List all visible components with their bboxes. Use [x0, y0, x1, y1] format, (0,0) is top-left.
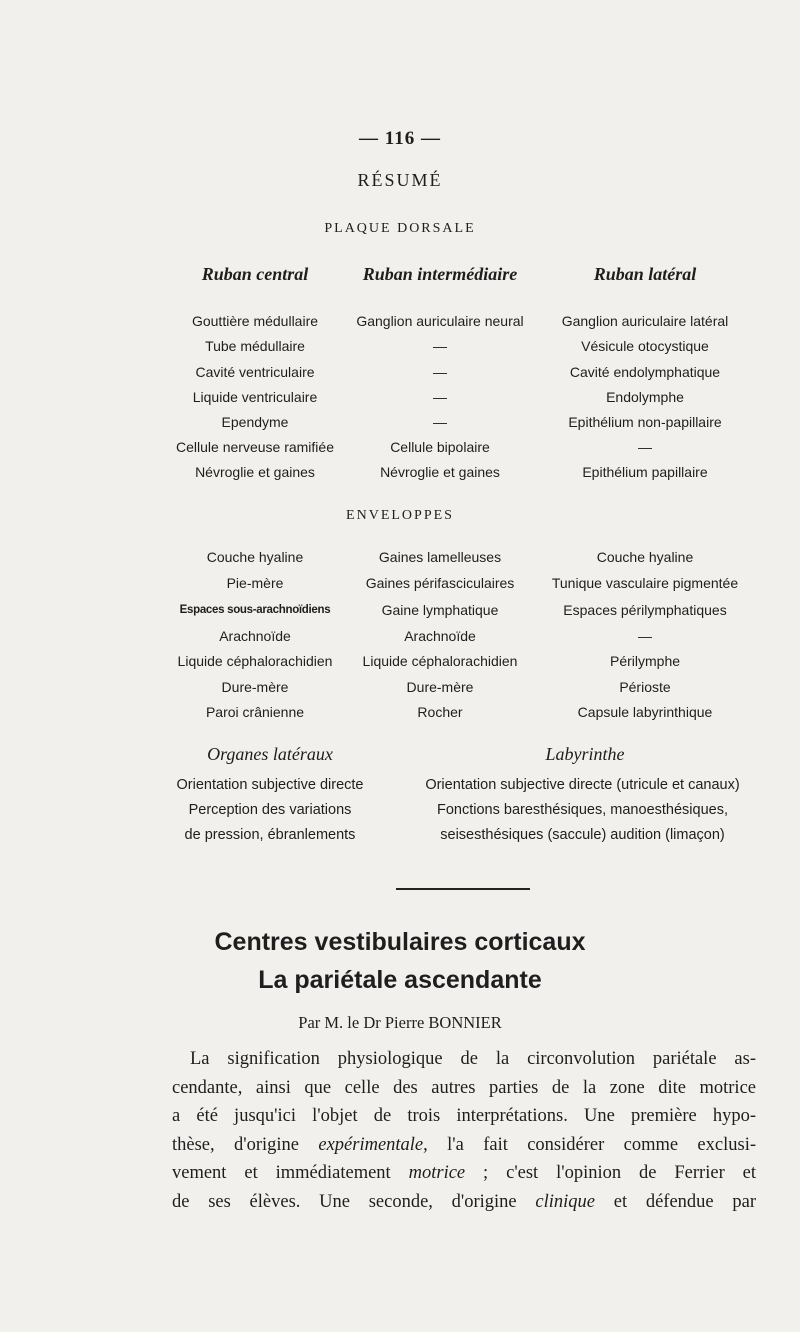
enveloppes-cell: Gaines lamelleuses — [378, 549, 502, 565]
plaque-cell: Cellule bipolaire — [390, 439, 490, 455]
lower-cell: Fonctions baresthésiques, manoesthésiques, — [437, 802, 728, 818]
body-line — [172, 1159, 756, 1188]
body-text: de ses élèves. Une seconde, d'origine — [172, 1191, 536, 1212]
plaque-row — [0, 414, 800, 436]
emphasis-text: motrice — [408, 1163, 466, 1183]
enveloppes-row — [0, 575, 800, 597]
enveloppes-cell: Gaines périfasciculaires — [365, 575, 515, 591]
body-line — [172, 1131, 756, 1160]
enveloppes-row — [0, 679, 800, 701]
enveloppes-row — [0, 549, 800, 571]
plaque-row — [0, 313, 800, 335]
body-text: et défendue par — [595, 1191, 756, 1212]
column-header-ruban-central: Ruban central — [201, 264, 309, 284]
enveloppes-row — [0, 602, 800, 624]
byline: Par M. le Dr Pierre BONNIER — [298, 1013, 502, 1032]
section-divider — [396, 888, 530, 890]
body-text: thèse, d'origine — [172, 1134, 319, 1155]
plaque-cell: — — [433, 338, 447, 354]
enveloppes-cell: Arachnoïde — [219, 628, 291, 644]
body-paragraph — [172, 1045, 756, 1216]
enveloppes-cell: Pie-mère — [226, 575, 284, 591]
plaque-cell: Epithélium papillaire — [582, 464, 708, 480]
plaque-row — [0, 464, 800, 486]
enveloppes-cell: — — [638, 628, 652, 644]
lower-cell: seisesthésiques (saccule) audition (limaçon) — [440, 827, 725, 843]
enveloppes-cell: Gaine lymphatique — [381, 602, 499, 618]
enveloppes-cell: Périoste — [619, 679, 671, 695]
body-text: , l'a fait considérer comme exclusi- — [423, 1134, 756, 1155]
resume-title: RÉSUMÉ — [357, 170, 443, 190]
emphasis-text: clinique — [535, 1191, 595, 1212]
enveloppes-cell: Paroi crânienne — [205, 704, 305, 720]
lower-row — [0, 802, 800, 826]
plaque-cell: Ganglion auriculaire neural — [356, 313, 524, 329]
body-line: cendante, ainsi que celle des autres parties de la zone dite motrice — [172, 1077, 756, 1098]
enveloppes-row — [0, 653, 800, 675]
lower-row — [0, 827, 800, 851]
plaque-row — [0, 389, 800, 411]
enveloppes-title: ENVELOPPES — [346, 508, 454, 523]
enveloppes-cell: Liquide céphalorachidien — [177, 653, 333, 669]
labyrinthe-header: Labyrinthe — [545, 744, 625, 764]
enveloppes-cell: Capsule labyrinthique — [577, 704, 713, 720]
enveloppes-cell: Espaces sous-arachnoïdiens — [179, 604, 331, 616]
lower-cell: de pression, ébranlements — [184, 827, 356, 843]
enveloppes-cell: Liquide céphalorachidien — [362, 653, 518, 669]
plaque-cell: — — [433, 364, 447, 380]
column-header-ruban-intermediaire: Ruban intermédiaire — [362, 264, 518, 284]
page-number: — 116 — — [359, 128, 441, 149]
lower-cell: Perception des variations — [188, 802, 352, 818]
lower-row — [0, 777, 800, 801]
plaque-cell: — — [433, 389, 447, 405]
plaque-cell: Névroglie et gaines — [195, 464, 315, 480]
plaque-row — [0, 364, 800, 386]
plaque-cell: Gouttière médullaire — [191, 313, 319, 329]
body-line — [172, 1188, 756, 1217]
organes-lateraux-header: Organes latéraux — [207, 744, 333, 764]
enveloppes-cell: Dure-mère — [406, 679, 474, 695]
plaque-cell: — — [433, 414, 447, 430]
plaque-cell: Ependyme — [221, 414, 289, 430]
column-header-ruban-lateral: Ruban latéral — [593, 264, 697, 284]
plaque-cell: Liquide ventriculaire — [192, 389, 318, 405]
plaque-row — [0, 338, 800, 360]
plaque-dorsale-title: PLAQUE DORSALE — [324, 221, 476, 236]
body-text: vement et immédiatement — [172, 1163, 409, 1183]
plaque-row — [0, 439, 800, 461]
lower-cell: Orientation subjective directe — [176, 777, 364, 793]
article-subtitle: La pariétale ascendante — [258, 966, 542, 994]
enveloppes-cell: Dure-mère — [221, 679, 289, 695]
enveloppes-cell: Périlymphe — [609, 653, 681, 669]
plaque-cell: Névroglie et gaines — [380, 464, 500, 480]
body-line: a été jusqu'ici l'objet de trois interprétations. Une première hypo- — [172, 1106, 756, 1126]
enveloppes-cell: Couche hyaline — [206, 549, 304, 565]
plaque-cell: Tube médullaire — [205, 338, 305, 354]
body-text: ; c'est l'opinion de Ferrier et — [465, 1163, 756, 1183]
enveloppes-cell: Espaces périlymphatiques — [563, 602, 727, 618]
plaque-cell: Epithélium non-papillaire — [568, 414, 722, 430]
body-line: La signification physiologique de la circonvolution pariétale as- — [190, 1049, 756, 1069]
enveloppes-cell: Tunique vasculaire pigmentée — [551, 575, 739, 591]
plaque-cell: Cellule nerveuse ramifiée — [176, 439, 334, 455]
enveloppes-cell: Couche hyaline — [596, 549, 694, 565]
enveloppes-row — [0, 628, 800, 650]
plaque-cell: Vésicule otocystique — [581, 338, 709, 354]
lower-cell: Orientation subjective directe (utricule et canaux) — [425, 777, 740, 793]
plaque-cell: Endolymphe — [606, 389, 684, 405]
article-title: Centres vestibulaires corticaux — [214, 928, 586, 956]
plaque-cell: — — [638, 439, 652, 455]
enveloppes-row — [0, 704, 800, 726]
emphasis-text: expérimentale — [318, 1134, 424, 1155]
plaque-cell: Cavité ventriculaire — [195, 364, 315, 380]
enveloppes-cell: Rocher — [417, 704, 463, 720]
enveloppes-cell: Arachnoïde — [404, 628, 476, 644]
plaque-cell: Ganglion auriculaire latéral — [561, 313, 729, 329]
plaque-cell: Cavité endolymphatique — [569, 364, 721, 380]
